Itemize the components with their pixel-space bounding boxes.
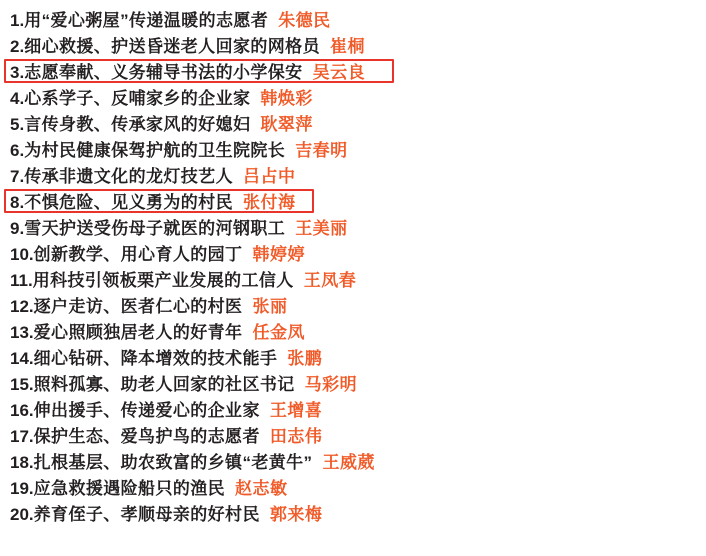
list-item-person-name: 王美丽 [295, 219, 348, 238]
list-item-person-name: 任金凤 [252, 323, 305, 342]
list-item-description: 扎根基层、助农致富的乡镇“老黄牛” [33, 453, 313, 472]
list-item-number: 3. [10, 63, 25, 82]
list-item-description: 细心救援、护送昏迷老人回家的网格员 [24, 37, 320, 56]
list-item-number: 8. [10, 193, 25, 212]
list-item-description: 细心钻研、降本增效的技术能手 [33, 349, 278, 368]
list-item-number: 1. [10, 11, 25, 30]
list-item [4, 370, 706, 396]
list-item-number: 13. [10, 323, 34, 342]
list-item [4, 396, 706, 422]
list-item-description: 传承非遗文化的龙灯技艺人 [24, 167, 233, 186]
list-item [4, 422, 706, 448]
list-item-number: 9. [10, 219, 25, 238]
list-item-number: 14. [10, 349, 34, 368]
list-item-number: 4. [10, 89, 25, 108]
list-item [4, 188, 706, 214]
list-item-person-name: 王增喜 [269, 401, 323, 420]
list-item-description: 心系学子、反哺家乡的企业家 [24, 89, 251, 108]
list-item-number: 7. [10, 167, 25, 186]
list-item [4, 32, 706, 58]
list-item [4, 110, 706, 136]
list-item-number: 20. [10, 505, 34, 524]
list-item-person-name: 张丽 [252, 297, 288, 316]
list-item [4, 292, 706, 318]
list-item-description: 志愿奉献、义务辅导书法的小学保安 [24, 63, 303, 82]
list-item-person-name: 吕占中 [243, 167, 296, 186]
list-item-person-name: 韩焕彩 [260, 89, 313, 108]
list-item-description: 雪天护送受伤母子就医的河钢职工 [24, 219, 286, 238]
list-item-number: 17. [10, 427, 34, 446]
list-item-person-name: 赵志敏 [235, 479, 288, 498]
list-item-person-name: 郭来梅 [269, 505, 323, 524]
list-item-person-name: 田志伟 [269, 427, 323, 446]
list-item [4, 500, 706, 526]
list-item-person-name: 崔桐 [330, 37, 365, 56]
list-item-number: 2. [10, 37, 25, 56]
list-item-description: 养育侄子、孝顺母亲的好村民 [33, 505, 260, 524]
list-item-number: 11. [10, 271, 33, 290]
list-item-description: 用“爱心粥屋”传递温暖的志愿者 [24, 11, 269, 30]
list-item-description: 爱心照顾独居老人的好青年 [33, 323, 243, 342]
list-item-person-name: 张付海 [243, 193, 296, 212]
list-item-person-name: 王凤春 [303, 271, 357, 290]
list-item-person-name: 王威葳 [322, 453, 375, 472]
list-item [4, 474, 706, 500]
list-item-number: 12. [10, 297, 34, 316]
list-item-description: 伸出援手、传递爱心的企业家 [33, 401, 260, 420]
list-item [4, 344, 706, 370]
list-item-number: 15. [10, 375, 34, 394]
list-item-description: 言传身教、传承家风的好媳妇 [24, 115, 251, 134]
list-item-description: 创新教学、用心育人的园丁 [33, 245, 243, 264]
list-item-person-name: 耿翠萍 [260, 115, 313, 134]
list-item [4, 214, 706, 240]
list-item [4, 266, 706, 292]
list-item-number: 6. [10, 141, 25, 160]
list-item-person-name: 朱德民 [278, 11, 331, 30]
list-item-number: 5. [10, 115, 25, 134]
list-item-number: 18. [10, 453, 34, 472]
list-item-description: 保护生态、爱鸟护鸟的志愿者 [33, 427, 260, 446]
list-item [4, 58, 706, 84]
list-item [4, 84, 706, 110]
list-item-description: 不惧危险、见义勇为的村民 [24, 193, 233, 212]
list-item-description: 照料孤寡、助老人回家的社区书记 [33, 375, 295, 394]
list-item [4, 162, 706, 188]
list-item-description: 为村民健康保驾护航的卫生院院长 [24, 141, 286, 160]
list-item [4, 6, 706, 32]
list-item-person-name: 张鹏 [287, 349, 323, 368]
list-item-number: 16. [10, 401, 34, 420]
list-item-description: 用科技引领板栗产业发展的工信人 [32, 271, 294, 290]
list-item [4, 448, 706, 474]
list-item-person-name: 吴云良 [312, 63, 366, 82]
list-item-description: 应急救援遇险船只的渔民 [33, 479, 226, 498]
list-item [4, 136, 706, 162]
list-item-number: 19. [10, 479, 34, 498]
list-item-description: 逐户走访、医者仁心的村医 [33, 297, 243, 316]
list-item-person-name: 韩婷婷 [252, 245, 305, 264]
list-item-number: 10. [10, 245, 34, 264]
list-item [4, 318, 706, 344]
list-item [4, 240, 706, 266]
list-item-person-name: 马彩明 [304, 375, 358, 394]
list-item-person-name: 吉春明 [295, 141, 348, 160]
